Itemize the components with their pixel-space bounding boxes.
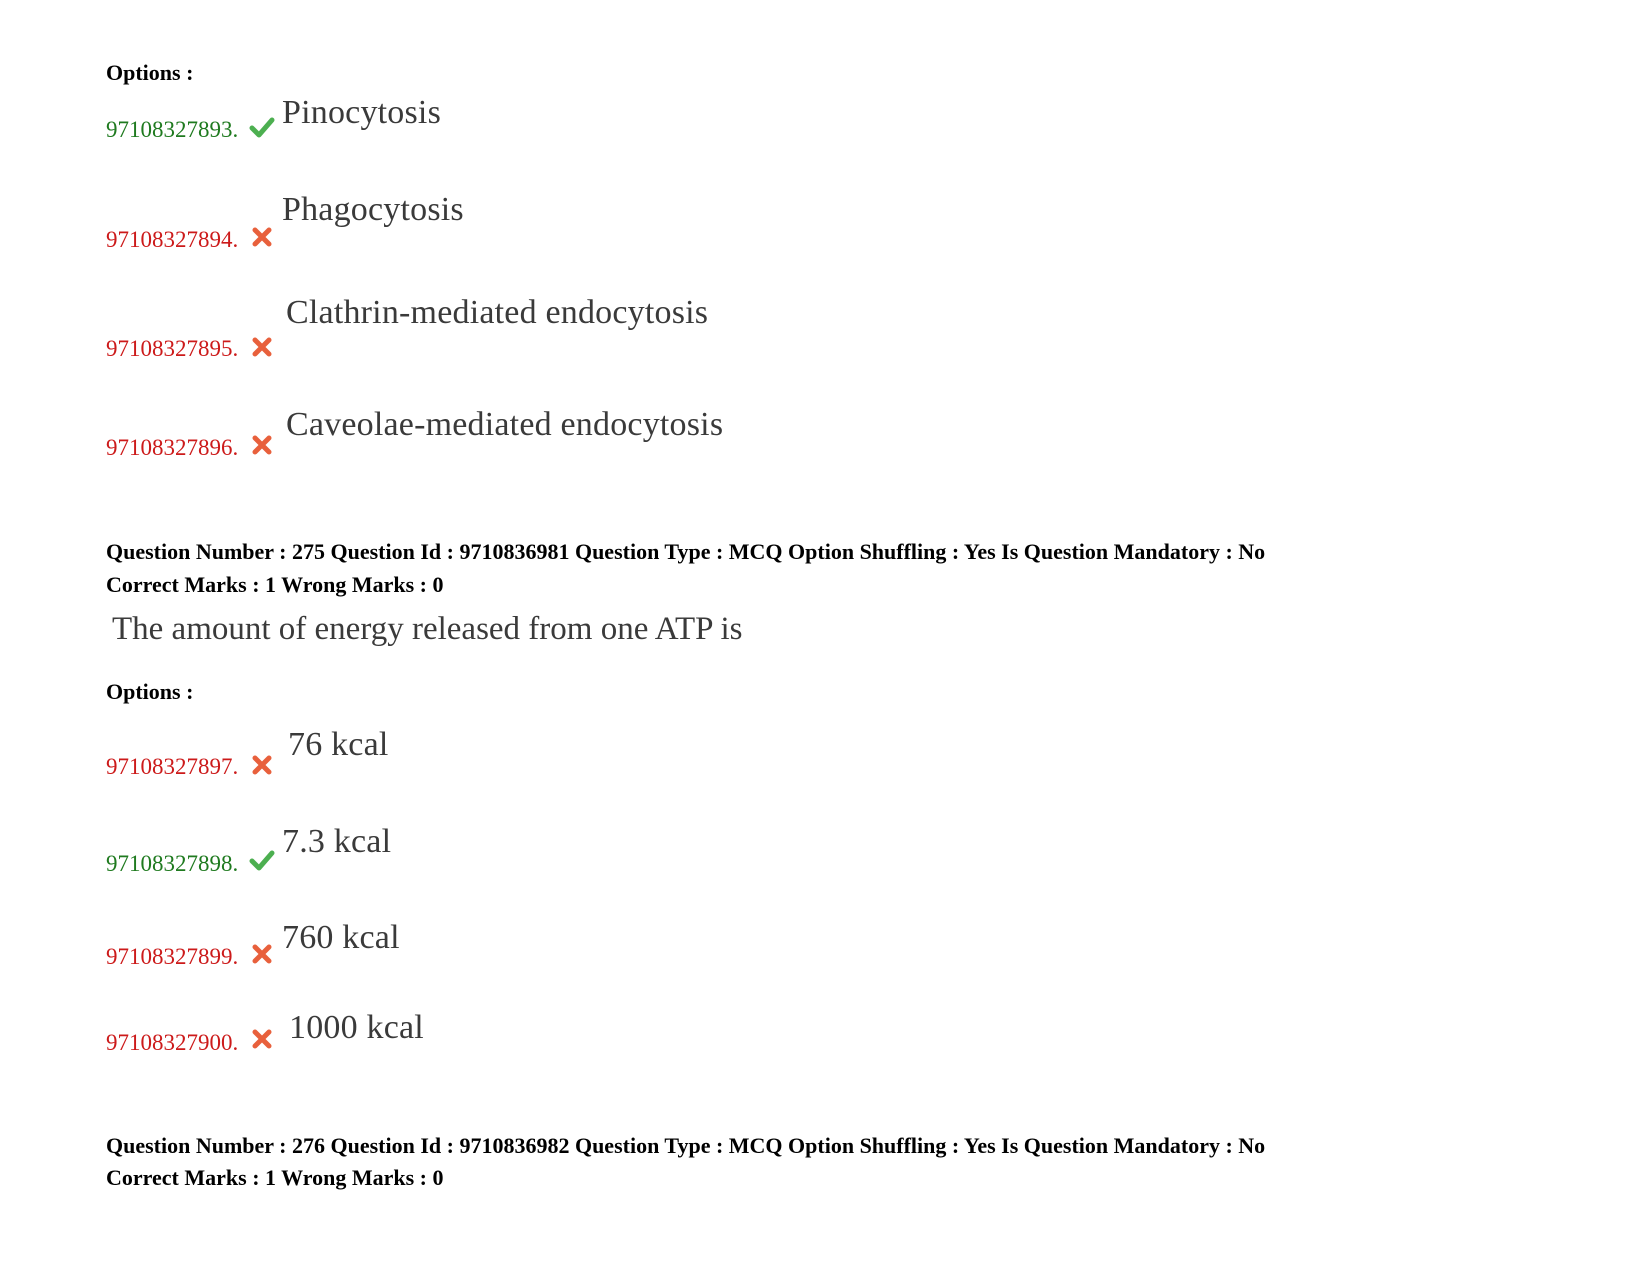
option-text: 76 kcal — [288, 726, 389, 763]
options-label: Options : — [106, 60, 194, 85]
option-text: Caveolae-mediated endocytosis — [286, 406, 724, 443]
check-icon — [249, 847, 275, 873]
option-id: 97108327894. — [106, 227, 239, 252]
option-id: 97108327898. — [106, 851, 239, 876]
question-meta: Question Number : 275 Question Id : 9710836981 Question Type : MCQ Option Shuffling : Yes Is Question Mandatory : No — [106, 539, 1266, 564]
check-icon — [249, 114, 275, 140]
option-text: Clathrin-mediated endocytosis — [286, 294, 709, 331]
options-label: Options : — [106, 679, 194, 704]
cross-icon — [249, 432, 275, 458]
option-id: 97108327897. — [106, 754, 239, 779]
option-text: 1000 kcal — [289, 1009, 424, 1046]
option-id: 97108327900. — [106, 1030, 239, 1055]
cross-icon — [249, 224, 275, 250]
option-id: 97108327895. — [106, 336, 239, 361]
marks-meta: Correct Marks : 1 Wrong Marks : 0 — [106, 572, 444, 597]
cross-icon — [249, 1026, 275, 1052]
cross-icon — [249, 752, 275, 778]
option-text: Phagocytosis — [282, 191, 464, 228]
option-id: 97108327899. — [106, 944, 239, 969]
question-text: The amount of energy released from one ATP is — [112, 611, 743, 647]
question-meta: Question Number : 276 Question Id : 9710836982 Question Type : MCQ Option Shuffling : Yes Is Question Mandatory : No — [106, 1133, 1266, 1158]
option-id: 97108327893. — [106, 117, 239, 142]
option-text: 7.3 kcal — [282, 823, 392, 860]
cross-icon — [249, 334, 275, 360]
option-text: 760 kcal — [282, 919, 400, 956]
marks-meta: Correct Marks : 1 Wrong Marks : 0 — [106, 1165, 444, 1190]
option-text: Pinocytosis — [282, 94, 442, 131]
option-id: 97108327896. — [106, 435, 239, 460]
cross-icon — [249, 941, 275, 967]
